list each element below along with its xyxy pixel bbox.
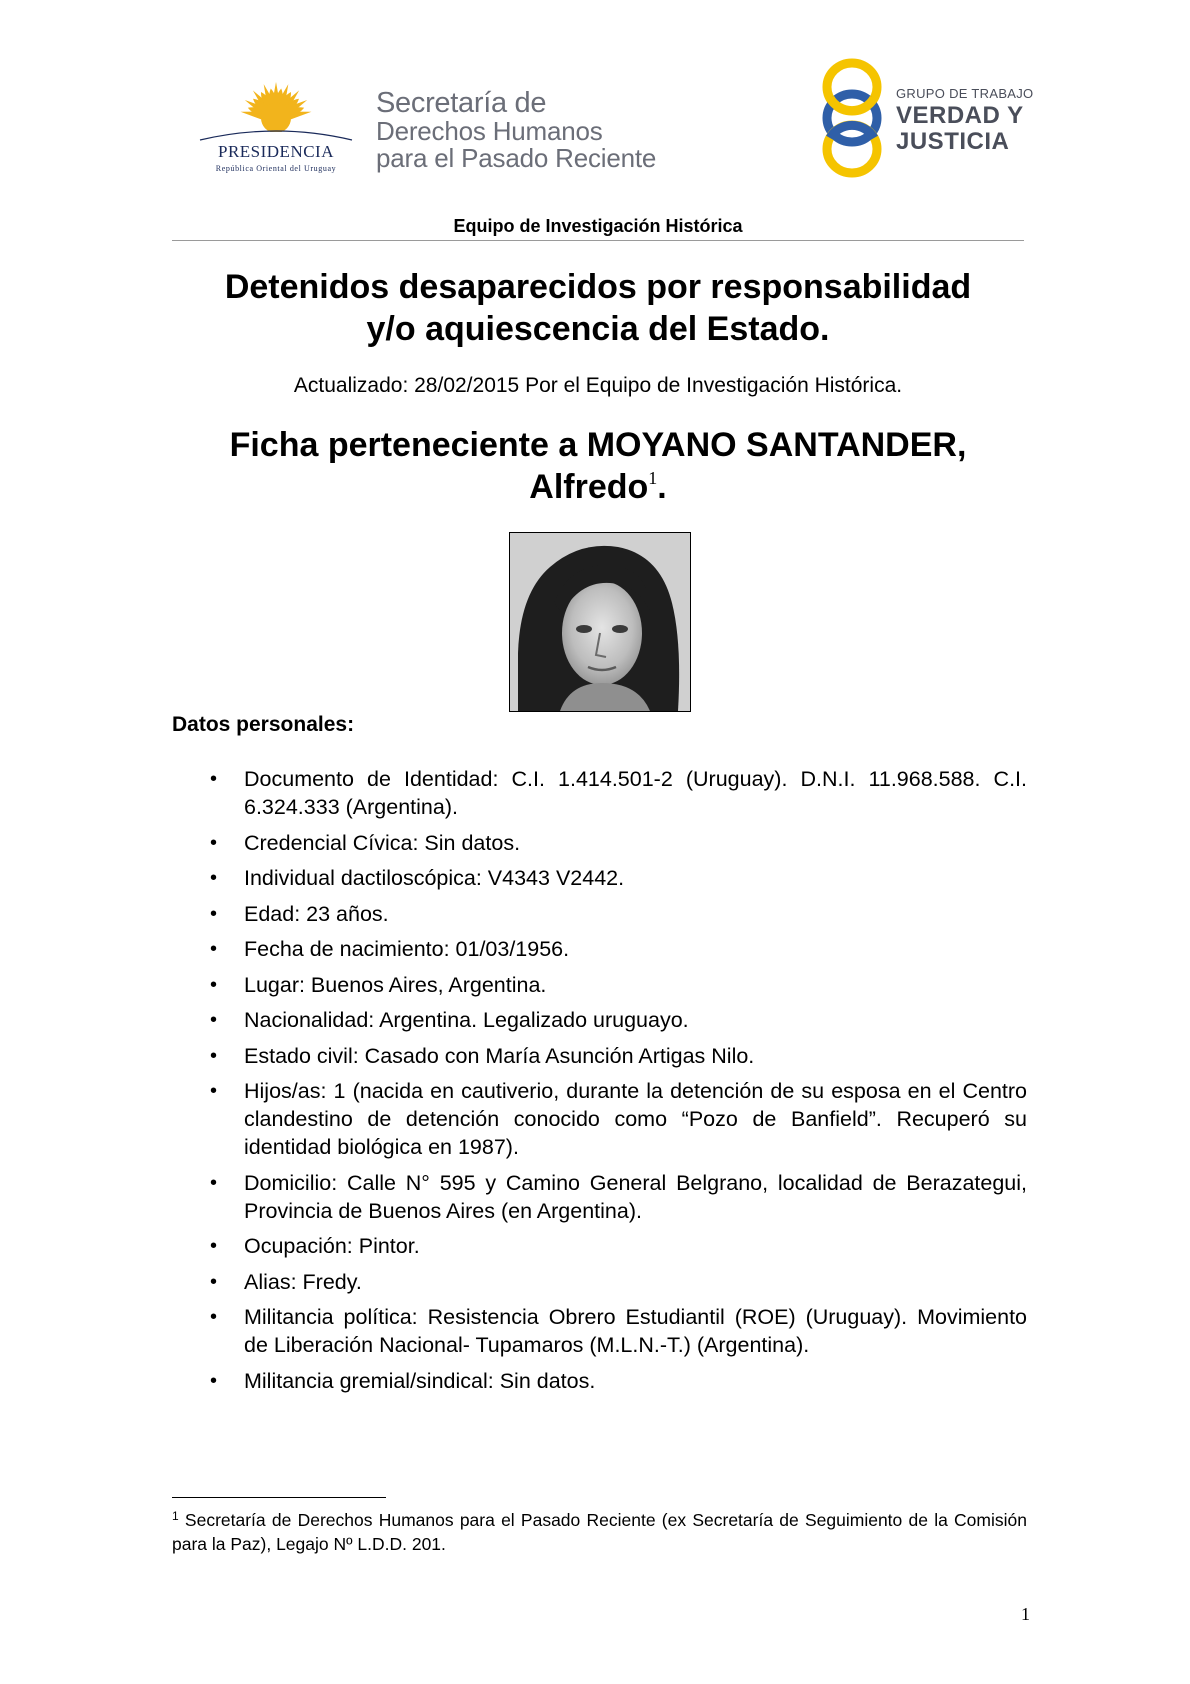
list-item: • Ocupación: Pintor. <box>172 1232 1027 1260</box>
footnote-number: 1 <box>172 1509 179 1523</box>
presidencia-name: PRESIDENCIA <box>217 142 334 161</box>
list-item: • Edad: 23 años. <box>172 900 1027 928</box>
grupo-trabajo-line2: VERDAD Y <box>896 102 1024 129</box>
header-divider <box>172 240 1024 241</box>
interlocked-rings-icon <box>818 56 890 180</box>
datos-personales-list <box>172 765 1027 1402</box>
ficha-title-line2 <box>172 466 1024 508</box>
ficha-footnote-ref[interactable]: 1 <box>648 468 658 488</box>
secretaria-line1: Secretaría de <box>376 87 547 119</box>
footnote-divider <box>172 1497 386 1498</box>
list-item: • Credencial Cívica: Sin datos. <box>172 829 1027 857</box>
ficha-title <box>172 424 1024 508</box>
list-item: • Militancia gremial/sindical: Sin datos. <box>172 1367 1027 1395</box>
presidencia-subtitle: República Oriental del Uruguay <box>215 164 337 173</box>
list-item: • Documento de Identidad: C.I. 1.414.501-2 (Uruguay). D.N.I. 11.968.588. C.I. 6.324.333 (Argentina). <box>172 765 1027 821</box>
page-number: 1 <box>1021 1604 1030 1624</box>
secretaria-line2: Derechos Humanos <box>376 116 603 146</box>
list-item: • Estado civil: Casado con María Asunción Artigas Nilo. <box>172 1042 1027 1070</box>
document-title-line2: y/o aquiescencia del Estado. <box>366 310 830 348</box>
datos-personales-heading: Datos personales: <box>172 713 355 736</box>
sun-emblem-icon <box>196 78 356 144</box>
list-item: • Nacionalidad: Argentina. Legalizado uruguayo. <box>172 1006 1027 1034</box>
list-item: • Individual dactiloscópica: V4343 V2442. <box>172 864 1027 892</box>
secretaria-logo <box>376 88 706 172</box>
presidencia-logo <box>196 78 356 178</box>
list-item: • Militancia política: Resistencia Obrero Estudiantil (ROE) (Uruguay). Movimiento de Liberación Nacional- Tupamaros (M.L.N.-T.) (Argentina). <box>172 1303 1027 1359</box>
list-item: • Hijos/as: 1 (nacida en cautiverio, durante la detención de su esposa en el Centro clandestino de detención conocido como “Pozo de Banfield”. Recuperó su identidad biológica en 1987). <box>172 1077 1027 1161</box>
grupo-trabajo-line3: JUSTICIA <box>896 128 1010 155</box>
list-item: • Fecha de nacimiento: 01/03/1956. <box>172 935 1027 963</box>
ficha-title-line1: Ficha perteneciente a MOYANO SANTANDER, <box>229 426 967 464</box>
list-item: • Domicilio: Calle N° 595 y Camino General Belgrano, localidad de Berazategui, Provincia de Buenos Aires (en Argentina). <box>172 1169 1027 1225</box>
footnote-text: Secretaría de Derechos Humanos para el Pasado Reciente (ex Secretaría de Seguimiento de la Comisión para la Paz), Legajo Nº L.D.D. 201. <box>172 1510 1027 1554</box>
list-item: • Lugar: Buenos Aires, Argentina. <box>172 971 1027 999</box>
grupo-trabajo-logo <box>818 56 1038 180</box>
ficha-end: . <box>657 468 667 506</box>
grupo-trabajo-line1: GRUPO DE TRABAJO <box>896 86 1034 101</box>
ficha-name: Alfredo <box>529 468 649 506</box>
footnote <box>172 1508 1027 1556</box>
list-item: • Alias: Fredy. <box>172 1268 1027 1296</box>
document-title-line1: Detenidos desaparecidos por responsabilidad <box>224 268 972 306</box>
team-heading: Equipo de Investigación Histórica <box>453 216 743 236</box>
secretaria-line3: para el Pasado Reciente <box>376 143 657 173</box>
document-title <box>172 266 1024 350</box>
updated-line: Actualizado: 28/02/2015 Por el Equipo de Investigación Histórica. <box>293 374 903 397</box>
portrait-photo <box>509 532 691 712</box>
